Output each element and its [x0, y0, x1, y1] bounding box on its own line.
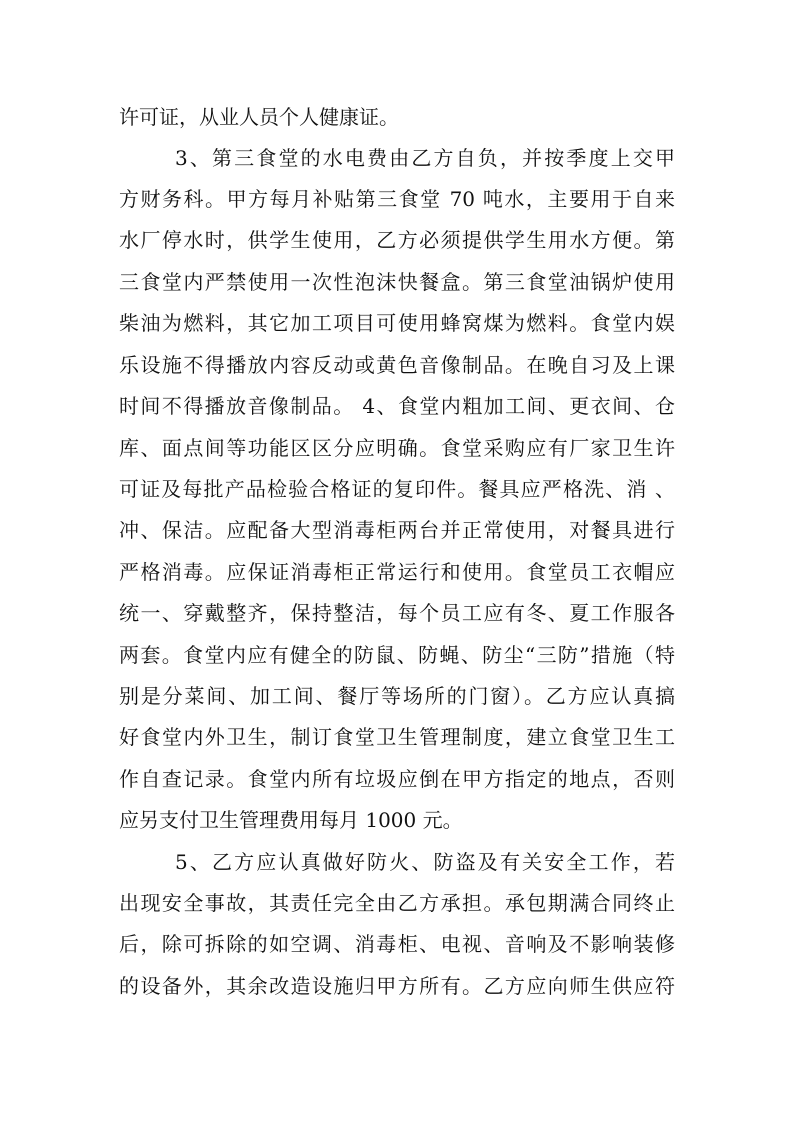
text-line: 方财务科。甲方每月补贴第三食堂 70 吨水，主要用于自来 — [119, 187, 675, 211]
text-line: 后，除可拆除的如空调、消毒柜、电视、音响及不影响装修 — [119, 932, 675, 956]
text-line: 好食堂内外卫生，制订食堂卫生管理制度，建立食堂卫生工 — [119, 725, 675, 749]
text-line: 3、第三食堂的水电费由乙方自负，并按季度上交甲 — [175, 146, 675, 170]
text-line: 许可证，从业人员个人健康证。 — [119, 105, 399, 129]
text-line: 别是分菜间、加工间、餐厅等场所的门窗）。乙方应认真搞 — [119, 684, 675, 708]
text-line: 出现安全事故，其责任完全由乙方承担。承包期满合同终止 — [119, 891, 675, 915]
text-line: 冲、保洁。应配备大型消毒柜两台并正常使用，对餐具进行 — [119, 518, 675, 542]
text-line: 可证及每批产品检验合格证的复印件。餐具应严格洗、消 、 — [119, 477, 675, 501]
text-line: 应另支付卫生管理费用每月 1000 元。 — [119, 808, 463, 832]
text-line: 水厂停水时，供学生使用，乙方必须提供学生用水方便。第 — [119, 228, 675, 252]
text-line: 5、乙方应认真做好防火、防盗及有关安全工作，若 — [175, 850, 675, 874]
text-line: 三食堂内严禁使用一次性泡沫快餐盒。第三食堂油锅炉使用 — [119, 270, 675, 294]
text-line: 的设备外，其余改造设施归甲方所有。乙方应向师生供应符 — [119, 974, 675, 998]
text-line: 统一、穿戴整齐，保持整洁，每个员工应有冬、夏工作服各 — [119, 601, 675, 625]
text-line: 库、面点间等功能区区分应明确。食堂采购应有厂家卫生许 — [119, 436, 675, 460]
text-line: 作自查记录。食堂内所有垃圾应倒在甲方指定的地点，否则 — [119, 767, 675, 791]
text-line: 严格消毒。应保证消毒柜正常运行和使用。食堂员工衣帽应 — [119, 560, 675, 584]
text-line: 乐设施不得播放内容反动或黄色音像制品。在晚自习及上课 — [119, 353, 675, 377]
text-line: 柴油为燃料，其它加工项目可使用蜂窝煤为燃料。食堂内娱 — [119, 311, 675, 335]
text-line: 两套。食堂内应有健全的防鼠、防蝇、防尘“三防”措施（特 — [119, 643, 675, 667]
text-line: 时间不得播放音像制品。 4、食堂内粗加工间、更衣间、仓 — [119, 394, 675, 418]
